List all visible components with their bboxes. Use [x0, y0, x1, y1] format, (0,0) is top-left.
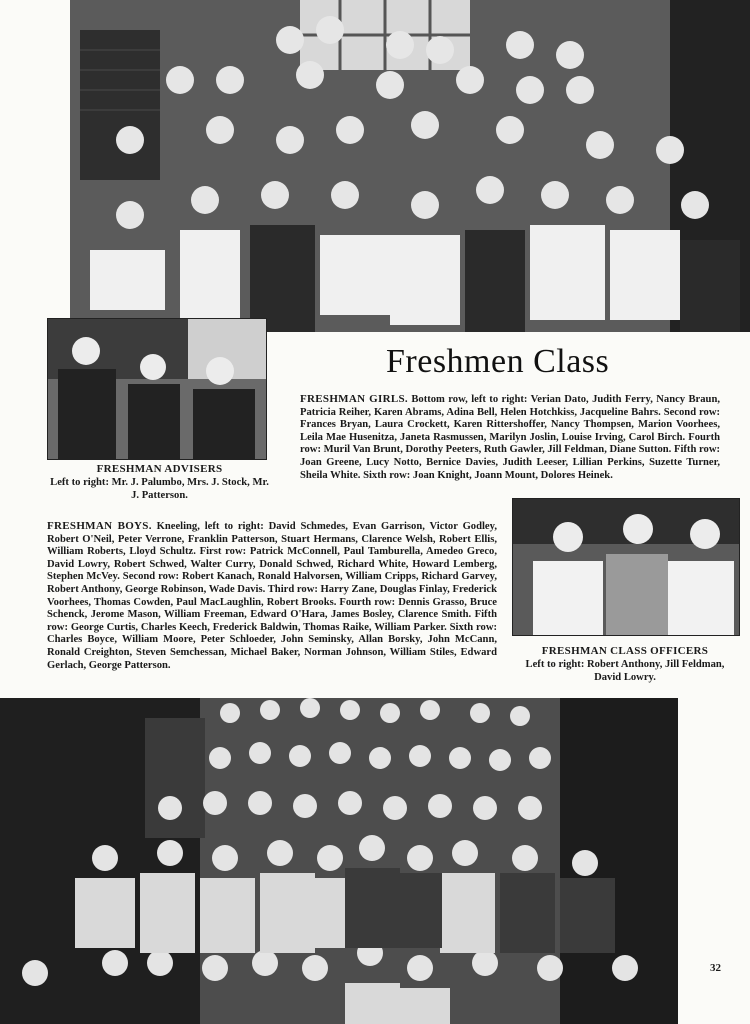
freshman-boys-caption: [47, 520, 497, 672]
freshman-advisers-caption: [47, 463, 272, 502]
boys-caption-text: Kneeling, left to right: David Schmedes, Evan Garrison, Victor Godley, Robert O'Neil, Peter Verrone, Franklin Patterson, Stuart Hermans, Clarence Welsh, Robert Ellis, William Roberts, Lloyd Schultz. First row: Patrick McConnell, Paul Tamburella, Amedeo Greco, David Lowry, Robert Schwed, Walter Curry, Donald Schwed, Richard White, Howard Lemberg, Stephen McVey. Second row: Robert Kanach, Ronald Halvorsen, William Cripps, Richard Garvey, Robert Anthony, George Robinson, Wade Davis. Third row: Harry Zane, Douglas Finlay, Frederick Voorhees, Thomas Cowden, Paul MacLaughlin, Robert Brooks. Fourth row: Dennis Grasso, Bruce Schenck, Jerome Mason, William Freeman, Edward O'Hara, James Bosley, Clarence Smith. Fifth row: George Curtis, Charles Keech, Frederick Baldwin, Thomas Raike, William Parker. Sixth row: Charles Boyce, William Moore, Peter Schloeder, John Seminsky, Allan Borsky, John McCann, Ronald Creighton, Steven Semchessan, Michael Baker, Norman Johnson, William Stiles, Edward Gerlach, George Patterson.: [47, 521, 497, 671]
freshman-girls-caption: [300, 393, 720, 482]
girls-caption-text: Bottom row, left to right: Verian Dato, Judith Ferry, Nancy Braun, Patricia Reiher, Karen Abrams, Adina Bell, Helen Hotchkiss, Jacqueline Bahrs. Second row: Frances Bryan, Laura Crockett, Karen Rittershoffer, Nancy Thompsen, Marion Voorhees, Leila Mae Husenitza, Janeta Rasmussen, Marilyn Joslin, Louise Irving, Carol Birch. Fourth row: Muril Van Brunt, Dorothy Peeters, Ruth Gawler, Jill Feldman, Diane Sutton. Fifth row: Joan Greene, Lucy Notto, Bernice Davies, Judith Leeser, Lillian Perkins, Suzette Turner, Sheila White. Sixth row: Joan Knight, Joann Mount, Dolores Heinek.: [300, 394, 720, 481]
advisers-caption-heading: FRESHMAN ADVISERS: [96, 463, 223, 475]
boys-caption-heading: FRESHMAN BOYS.: [47, 520, 152, 532]
page-title: Freshmen Class: [386, 343, 610, 380]
officers-caption-heading: FRESHMAN CLASS OFFICERS: [541, 645, 709, 657]
freshman-boys-photo: [0, 698, 678, 1024]
freshman-class-officers-photo: [512, 498, 740, 636]
girls-caption-heading: FRESHMAN GIRLS.: [300, 393, 408, 405]
advisers-caption-text: Left to right: Mr. J. Palumbo, Mrs. J. Stock, Mr. J. Patterson.: [50, 477, 269, 501]
officers-caption-text: Left to right: Robert Anthony, Jill Feldman, David Lowry.: [525, 659, 725, 683]
freshman-advisers-photo: [47, 318, 267, 460]
page-number: 32: [710, 962, 721, 974]
freshman-girls-photo: [70, 0, 750, 332]
freshman-class-officers-caption: [520, 645, 730, 684]
